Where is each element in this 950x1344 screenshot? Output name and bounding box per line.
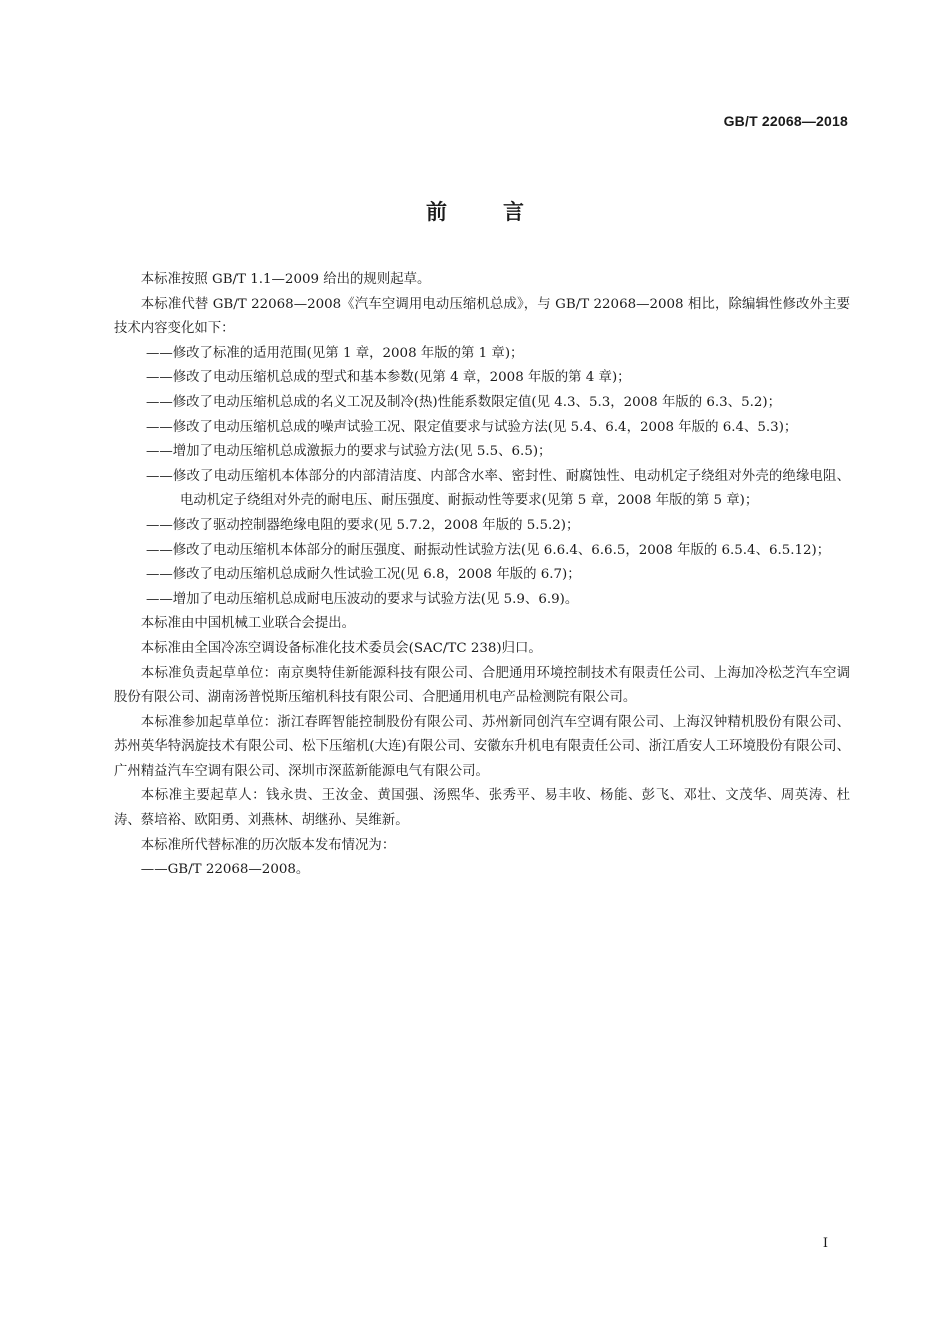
page-title: 前言 <box>426 200 580 224</box>
history-item: ——GB/T 22068—2008。 <box>140 862 310 878</box>
list-item: ——增加了电动压缩机总成耐电压波动的要求与试验方法(见 5.9、6.9)。 <box>146 591 579 607</box>
paragraph-version-history: 本标准所代替标准的历次版本发布情况为： <box>140 837 396 853</box>
paragraph-main-drafters: 本标准主要起草人：钱永贵、王汝金、黄国强、汤熙华、张秀平、易丰收、杨能、彭飞、邓壮、文茂华、周英涛、杜涛、蔡培裕、欧阳勇、刘燕林、胡继孙、吴维新。 <box>114 788 850 829</box>
list-item: ——修改了驱动控制器绝缘电阻的要求(见 5.7.2，2008 年版的 5.5.2)； <box>146 517 580 533</box>
paragraph-participating-units: 本标准参加起草单位：浙江春晖智能控制股份有限公司、苏州新同创汽车空调有限公司、上海汉钟精机股份有限公司、苏州英华特涡旋技术有限公司、松下压缩机(大连)有限公司、安徽东升机电有限责任公司、浙江盾安人工环境股份有限公司、广州精益汽车空调有限公司、深圳市深蓝新能源电气有限公司。 <box>114 714 850 779</box>
paragraph-responsible-units: 本标准负责起草单位：南京奥特佳新能源科技有限公司、合肥通用环境控制技术有限责任公司、上海加冷松芝汽车空调股份有限公司、湖南汤普悦斯压缩机科技有限公司、合肥通用机电产品检测院有限公司。 <box>114 665 850 706</box>
list-item: ——修改了电动压缩机总成的噪声试验工况、限定值要求与试验方法(见 5.4、6.4，2008 年版的 6.4、5.3)； <box>146 419 798 435</box>
standard-code: GB/T 22068—2018 <box>723 113 848 129</box>
paragraph-replacement: 本标准代替 GB/T 22068—2008《汽车空调用电动压缩机总成》，与 GB/T 22068—2008 相比，除编辑性修改外主要技术内容变化如下： <box>114 296 850 337</box>
list-item: ——修改了电动压缩机本体部分的耐压强度、耐振动性试验方法(见 6.6.4、6.6.5，2008 年版的 6.5.4、6.5.12)； <box>146 542 831 558</box>
list-item: ——修改了电动压缩机总成耐久性试验工况(见 6.8，2008 年版的 6.7)； <box>146 567 581 583</box>
list-item: ——修改了电动压缩机本体部分的内部清洁度、内部含水率、密封性、耐腐蚀性、电动机定子绕组对外壳的绝缘电阻、电动机定子绕组对外壳的耐电压、耐压强度、耐振动性等要求(见第 5 章，2008 年版的第 5 章)； <box>146 468 850 509</box>
list-item: ——修改了电动压缩机总成的名义工况及制冷(热)性能系数限定值(见 4.3、5.3，2008 年版的 6.3、5.2)； <box>146 394 781 410</box>
change-list <box>114 342 850 613</box>
paragraph-centralized-by: 本标准由全国冷冻空调设备标准化技术委员会(SAC/TC 238)归口。 <box>140 640 542 656</box>
page-number: I <box>822 1236 828 1251</box>
preface-body <box>114 268 850 883</box>
list-item: ——修改了电动压缩机总成的型式和基本参数(见第 4 章，2008 年版的第 4 章)； <box>146 370 631 386</box>
list-item: ——增加了电动压缩机总成激振力的要求与试验方法(见 5.5、6.5)； <box>146 444 552 460</box>
paragraph-drafting-rules: 本标准按照 GB/T 1.1—2009 给出的规则起草。 <box>140 272 431 287</box>
paragraph-proposed-by: 本标准由中国机械工业联合会提出。 <box>140 616 356 632</box>
list-item: ——修改了标准的适用范围(见第 1 章，2008 年版的第 1 章)； <box>146 345 524 361</box>
